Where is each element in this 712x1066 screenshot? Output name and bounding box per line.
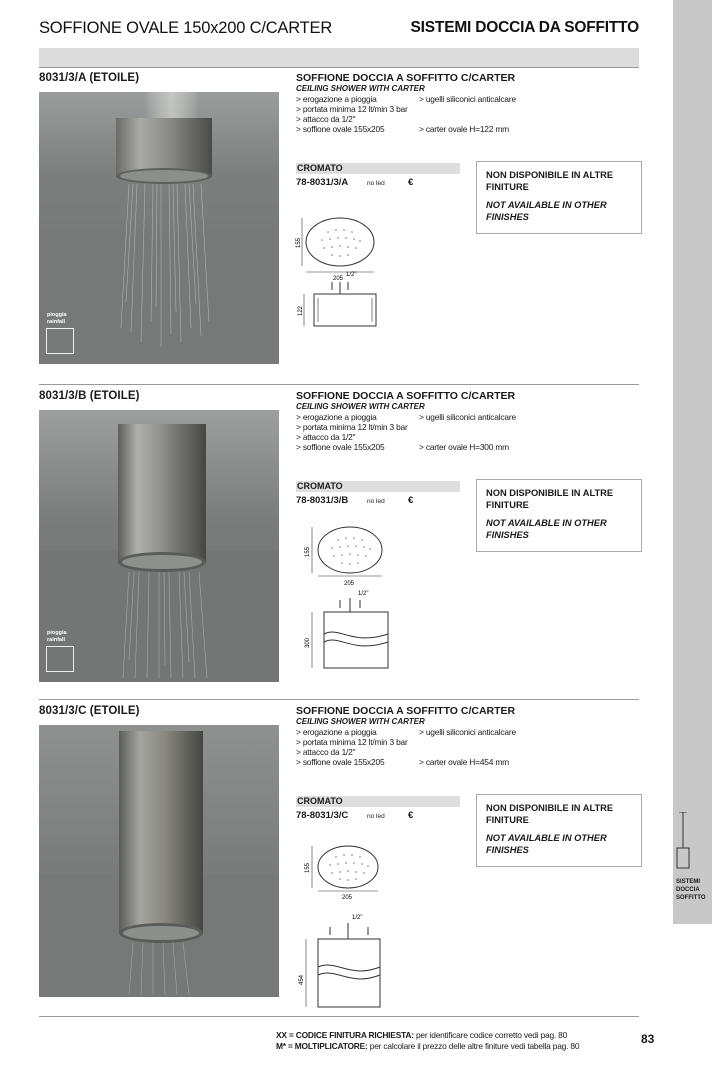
footer-notes [276,1030,579,1052]
carter-height-label: 454 [299,974,305,985]
shower-photo-b [39,410,279,682]
feature: > erogazione a pioggia [296,94,377,104]
rainfall-tag [47,312,67,325]
rainfall-icon [46,646,74,672]
side-tab-label [673,878,712,902]
feature: > soffione ovale 155x205 [296,442,385,452]
carter-height-label: 300 [305,637,311,648]
technical-drawing [292,202,402,362]
head-width-label: 205 [344,581,355,587]
not-available-box [476,161,642,234]
product-description [296,72,636,134]
article-code: 78-8031/3/A [296,177,349,188]
side-label-line: SISTEMI [676,879,701,885]
not-available-it: NON DISPONIBILE IN ALTRE FINITURE [486,170,614,192]
feature: > soffione ovale 155x205 [296,757,385,767]
feature: > carter ovale H=300 mm [419,442,509,452]
footer-line-xx [276,1030,579,1041]
product-photo [39,92,279,364]
feature: > attacco da 1/2" [296,747,356,757]
footer-line-m [276,1041,579,1052]
desc-title: SOFFIONE DOCCIA A SOFFITTO C/CARTER [296,72,516,84]
feature: > erogazione a pioggia [296,412,377,422]
not-available-it: NON DISPONIBILE IN ALTRE FINITURE [486,488,614,510]
side-label-line: SOFFITTO [676,895,706,901]
head-height-label: 155 [305,862,311,873]
head-height-label: 155 [296,237,302,248]
rainfall-tag-en: rainfall [47,636,66,643]
feature: > attacco da 1/2" [296,114,356,124]
feature-row [296,422,636,432]
product-section-b [0,392,673,707]
head-width-label: 205 [333,276,344,282]
feature-row [296,114,636,124]
not-available-box [476,794,642,867]
side-tab [673,0,712,924]
rainfall-tag-it: pioggia [47,312,67,318]
feature: > portata minima 12 lt/min 3 bar [296,737,408,747]
finish-label: CROMATO [296,481,460,492]
desc-subtitle: CEILING SHOWER WITH CARTER [296,717,425,726]
footer-m-text: per calcolare il prezzo delle altre finiture vedi tabella pag. 80 [367,1041,580,1051]
feature-row [296,124,636,134]
feature: > carter ovale H=122 mm [419,124,509,134]
inlet-label: 1/2" [358,591,369,597]
page-category: SISTEMI DOCCIA DA SOFFITTO [410,19,639,36]
feature-row [296,94,636,104]
price-currency: € [408,810,414,821]
head-width-label: 205 [342,895,353,901]
not-available-en: NOT AVAILABLE IN OTHER FINISHES [486,518,607,540]
feature: > carter ovale H=454 mm [419,757,509,767]
feature-row [296,104,636,114]
not-available-en: NOT AVAILABLE IN OTHER FINISHES [486,833,607,855]
feature-row [296,412,636,422]
finish-label: CROMATO [296,163,460,174]
rainfall-tag [47,630,67,643]
feature: > ugelli siliconici anticalcare [419,727,516,737]
footer-xx-key: XX = CODICE FINITURA RICHIESTA: [276,1030,414,1040]
price-currency: € [408,495,414,506]
led-label: no led [367,180,385,187]
article-code: 78-8031/3/C [296,810,349,821]
not-available-box [476,479,642,552]
rainfall-tag-it: pioggia [47,630,67,636]
technical-drawing [292,835,402,1017]
shower-photo-c [39,725,279,997]
shower-photo-a [39,92,279,364]
feature-row [296,442,636,452]
inlet-label: 1/2" [352,915,363,921]
page-number: 83 [641,1032,655,1046]
feature: > soffione ovale 155x205 [296,124,385,134]
page-title: SOFFIONE OVALE 150x200 C/CARTER [39,19,333,37]
feature: > portata minima 12 lt/min 3 bar [296,104,408,114]
feature-row [296,757,636,767]
technical-drawing [292,516,402,686]
product-section-c [0,707,673,1022]
desc-title: SOFFIONE DOCCIA A SOFFITTO C/CARTER [296,390,516,402]
feature: > ugelli siliconici anticalcare [419,94,516,104]
feature-row [296,737,636,747]
product-photo [39,410,279,682]
finish-label: CROMATO [296,796,460,807]
footer-divider [39,1016,639,1017]
product-description [296,390,636,452]
carter-height-label: 122 [298,305,304,316]
not-available-it: NON DISPONIBILE IN ALTRE FINITURE [486,803,614,825]
product-code-title: 8031/3/A (ETOILE) [39,72,140,84]
feature-row [296,727,636,737]
side-label-line: DOCCIA [676,887,700,893]
led-label: no led [367,498,385,505]
inlet-label: 1/2" [346,272,357,278]
feature: > portata minima 12 lt/min 3 bar [296,422,408,432]
footer-m-key: M* = MOLTIPLICATORE: [276,1041,368,1051]
feature-row [296,747,636,757]
section-divider [39,699,639,700]
feature: > ugelli siliconici anticalcare [419,412,516,422]
price-currency: € [408,177,414,188]
article-code: 78-8031/3/B [296,495,349,506]
led-label: no led [367,813,385,820]
product-description [296,705,636,767]
product-code-title: 8031/3/C (ETOILE) [39,705,140,717]
product-code-title: 8031/3/B (ETOILE) [39,390,140,402]
feature-row [296,432,636,442]
rainfall-icon [46,328,74,354]
desc-subtitle: CEILING SHOWER WITH CARTER [296,402,425,411]
head-height-label: 155 [305,546,311,557]
feature: > erogazione a pioggia [296,727,377,737]
not-available-en: NOT AVAILABLE IN OTHER FINISHES [486,200,607,222]
rainfall-tag-en: rainfall [47,318,66,325]
product-section-a [0,74,673,389]
desc-subtitle: CEILING SHOWER WITH CARTER [296,84,425,93]
footer-xx-text: per identificare codice corretto vedi pag. 80 [413,1030,568,1040]
desc-title: SOFFIONE DOCCIA A SOFFITTO C/CARTER [296,705,516,717]
feature: > attacco da 1/2" [296,432,356,442]
header-band [39,48,639,68]
product-photo [39,725,279,997]
ceiling-shower-icon [673,812,693,872]
section-divider [39,384,639,385]
